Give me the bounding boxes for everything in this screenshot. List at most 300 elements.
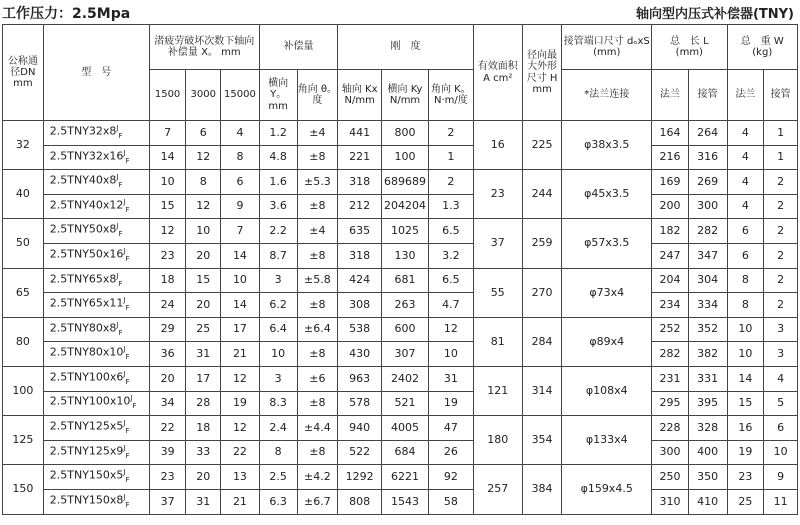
stiff-kt-cell: 1 — [428, 145, 473, 170]
length-pipe-cell: 347 — [688, 243, 727, 268]
model-suffix-f: F — [125, 254, 130, 263]
table-row — [3, 465, 798, 490]
header-length-flange: 法兰 — [652, 70, 689, 121]
weight-pipe-cell: 2 — [764, 243, 798, 268]
stiff-kx-cell: 212 — [338, 194, 382, 219]
model-cell — [43, 170, 149, 195]
model-suffix-f: F — [125, 377, 130, 386]
fatigue-1500-cell: 22 — [149, 416, 186, 441]
weight-flange-cell: 4 — [727, 121, 764, 146]
table-row — [3, 489, 798, 514]
fatigue-3000-cell: 20 — [186, 243, 221, 268]
model-suffix-f: F — [125, 205, 130, 214]
outer-cell: 354 — [522, 416, 562, 465]
header-fatigue-1500: 1500 — [149, 70, 186, 121]
area-cell: 16 — [473, 121, 522, 170]
header-weight-pipe: 接管 — [764, 70, 798, 121]
comp-lateral-cell: 6.2 — [259, 293, 297, 318]
table-row — [3, 268, 798, 293]
table-row — [3, 170, 798, 195]
comp-angular-cell: ±8 — [297, 145, 338, 170]
weight-pipe-cell: 5 — [764, 391, 798, 416]
weight-flange-cell: 16 — [727, 416, 764, 441]
model-cell — [43, 416, 149, 441]
fatigue-15000-cell: 7 — [221, 219, 260, 244]
comp-lateral-cell: 10 — [259, 342, 297, 367]
comp-angular-cell: ±5.8 — [297, 268, 338, 293]
header-outer: 径向最大外形尺寸 H mm — [522, 25, 562, 121]
fatigue-3000-cell: 18 — [186, 416, 221, 441]
table-row — [3, 194, 798, 219]
outer-cell: 270 — [522, 268, 562, 317]
comp-angular-cell: ±8 — [297, 391, 338, 416]
stiff-ky-cell: 521 — [382, 391, 429, 416]
weight-pipe-cell: 6 — [764, 416, 798, 441]
stiff-ky-cell: 263 — [382, 293, 429, 318]
weight-flange-cell: 15 — [727, 391, 764, 416]
stiff-kt-cell: 19 — [428, 391, 473, 416]
model-cell — [43, 219, 149, 244]
weight-flange-cell: 14 — [727, 366, 764, 391]
area-cell: 257 — [473, 465, 522, 514]
fatigue-15000-cell: 8 — [221, 145, 260, 170]
header-weight-flange: 法兰 — [727, 70, 764, 121]
length-pipe-cell: 331 — [688, 366, 727, 391]
length-flange-cell: 182 — [652, 219, 689, 244]
comp-lateral-cell: 8 — [259, 440, 297, 465]
stiff-kt-cell: 1.3 — [428, 194, 473, 219]
model-name: 2.5TNY80x10 — [49, 345, 124, 359]
stiff-kx-cell: 221 — [338, 145, 382, 170]
table-row — [3, 342, 798, 367]
model-name: 2.5TNY50x16 — [49, 247, 124, 261]
weight-pipe-cell: 3 — [764, 317, 798, 342]
dn-cell: 100 — [3, 366, 44, 415]
dn-cell: 32 — [3, 121, 44, 170]
comp-lateral-cell: 2.5 — [259, 465, 297, 490]
fatigue-3000-cell: 20 — [186, 465, 221, 490]
length-flange-cell: 200 — [652, 194, 689, 219]
fatigue-15000-cell: 12 — [221, 366, 260, 391]
weight-flange-cell: 8 — [727, 268, 764, 293]
fatigue-3000-cell: 33 — [186, 440, 221, 465]
outer-cell: 225 — [522, 121, 562, 170]
table-row — [3, 440, 798, 465]
stiff-ky-cell: 204204 — [382, 194, 429, 219]
outer-cell: 384 — [522, 465, 562, 514]
header-compensation: 补偿量 — [259, 25, 337, 70]
weight-pipe-cell: 1 — [764, 145, 798, 170]
model-cell — [43, 342, 149, 367]
weight-pipe-cell: 3 — [764, 342, 798, 367]
pipe-cell: φ73x4 — [562, 268, 652, 317]
fatigue-3000-cell: 25 — [186, 317, 221, 342]
stiff-kt-cell: 6.5 — [428, 268, 473, 293]
model-name: 2.5TNY32x16 — [49, 149, 124, 163]
length-pipe-cell: 350 — [688, 465, 727, 490]
model-name: 2.5TNY150x8 — [49, 493, 124, 507]
comp-lateral-cell: 6.3 — [259, 489, 297, 514]
table-row — [3, 243, 798, 268]
fatigue-3000-cell: 20 — [186, 293, 221, 318]
comp-lateral-cell: 3 — [259, 366, 297, 391]
header-dn: 公称通径DN mm — [3, 25, 44, 121]
stiff-kx-cell: 578 — [338, 391, 382, 416]
model-suffix-j: J — [123, 443, 126, 452]
table-row — [3, 366, 798, 391]
fatigue-1500-cell: 12 — [149, 219, 186, 244]
pipe-cell: φ108x4 — [562, 366, 652, 415]
header-area: 有效面积 A cm² — [473, 25, 522, 121]
area-cell: 81 — [473, 317, 522, 366]
stiff-kx-cell: 308 — [338, 293, 382, 318]
model-name: 2.5TNY125x9 — [49, 444, 124, 458]
area-cell: 37 — [473, 219, 522, 268]
fatigue-15000-cell: 22 — [221, 440, 260, 465]
area-cell: 180 — [473, 416, 522, 465]
fatigue-15000-cell: 21 — [221, 342, 260, 367]
stiff-kx-cell: 522 — [338, 440, 382, 465]
stiff-ky-cell: 100 — [382, 145, 429, 170]
length-pipe-cell: 395 — [688, 391, 727, 416]
header-pipe: 接管端口尺寸 dₒxS (mm) — [562, 25, 652, 70]
fatigue-1500-cell: 23 — [149, 465, 186, 490]
comp-angular-cell: ±4 — [297, 219, 338, 244]
length-flange-cell: 252 — [652, 317, 689, 342]
model-suffix-j: J — [123, 345, 126, 354]
stiff-kx-cell: 940 — [338, 416, 382, 441]
model-suffix-f: F — [125, 156, 130, 165]
stiff-ky-cell: 2402 — [382, 366, 429, 391]
length-flange-cell: 247 — [652, 243, 689, 268]
weight-flange-cell: 10 — [727, 317, 764, 342]
comp-lateral-cell: 1.6 — [259, 170, 297, 195]
table-row — [3, 293, 798, 318]
model-suffix-j: J — [123, 492, 126, 501]
model-suffix-f: F — [125, 451, 130, 460]
length-flange-cell: 228 — [652, 416, 689, 441]
stiff-kt-cell: 3.2 — [428, 243, 473, 268]
stiff-kx-cell: 635 — [338, 219, 382, 244]
working-pressure: 工作压力：2.5Mpa — [2, 6, 131, 22]
length-pipe-cell: 300 — [688, 194, 727, 219]
length-flange-cell: 204 — [652, 268, 689, 293]
model-suffix-j: J — [116, 271, 119, 280]
length-pipe-cell: 382 — [688, 342, 727, 367]
outer-cell: 259 — [522, 219, 562, 268]
table-row — [3, 219, 798, 244]
header-comp-lateral: 横向 Y。 mm — [259, 70, 297, 121]
fatigue-3000-cell: 8 — [186, 170, 221, 195]
fatigue-3000-cell: 10 — [186, 219, 221, 244]
length-flange-cell: 164 — [652, 121, 689, 146]
weight-flange-cell: 23 — [727, 465, 764, 490]
length-pipe-cell: 264 — [688, 121, 727, 146]
model-name: 2.5TNY32x8 — [49, 124, 117, 138]
weight-flange-cell: 6 — [727, 219, 764, 244]
model-cell — [43, 243, 149, 268]
model-suffix-f: F — [118, 328, 123, 337]
comp-lateral-cell: 2.2 — [259, 219, 297, 244]
fatigue-15000-cell: 13 — [221, 465, 260, 490]
stiff-kx-cell: 441 — [338, 121, 382, 146]
header-weight: 总 重 W (kg) — [727, 25, 797, 70]
stiff-kx-cell: 1292 — [338, 465, 382, 490]
fatigue-3000-cell: 31 — [186, 342, 221, 367]
weight-pipe-cell: 11 — [764, 489, 798, 514]
model-suffix-j: J — [130, 394, 133, 403]
model-suffix-f: F — [125, 500, 130, 509]
pipe-cell: φ57x3.5 — [562, 219, 652, 268]
length-flange-cell: 310 — [652, 489, 689, 514]
fatigue-3000-cell: 6 — [186, 121, 221, 146]
pipe-cell: φ133x4 — [562, 416, 652, 465]
spec-table — [2, 24, 798, 515]
header-model: 型 号 — [43, 25, 149, 121]
comp-lateral-cell: 6.4 — [259, 317, 297, 342]
model-suffix-f: F — [118, 230, 123, 239]
model-suffix-f: F — [125, 426, 130, 435]
length-pipe-cell: 316 — [688, 145, 727, 170]
stiff-kx-cell: 318 — [338, 243, 382, 268]
fatigue-1500-cell: 34 — [149, 391, 186, 416]
model-name: 2.5TNY100x6 — [49, 370, 124, 384]
fatigue-15000-cell: 17 — [221, 317, 260, 342]
stiff-ky-cell: 689689 — [382, 170, 429, 195]
header-stiffness: 刚 度 — [338, 25, 474, 70]
length-flange-cell: 216 — [652, 145, 689, 170]
model-cell — [43, 293, 149, 318]
stiff-kx-cell: 424 — [338, 268, 382, 293]
length-pipe-cell: 328 — [688, 416, 727, 441]
stiff-ky-cell: 4005 — [382, 416, 429, 441]
stiff-kt-cell: 92 — [428, 465, 473, 490]
model-suffix-j: J — [123, 468, 126, 477]
model-name: 2.5TNY50x8 — [49, 222, 117, 236]
comp-lateral-cell: 8.7 — [259, 243, 297, 268]
comp-lateral-cell: 1.2 — [259, 121, 297, 146]
model-name: 2.5TNY100x10 — [49, 395, 131, 409]
model-cell — [43, 366, 149, 391]
length-flange-cell: 231 — [652, 366, 689, 391]
pipe-cell: φ45x3.5 — [562, 170, 652, 219]
length-pipe-cell: 304 — [688, 268, 727, 293]
stiff-ky-cell: 1543 — [382, 489, 429, 514]
model-cell — [43, 317, 149, 342]
model-suffix-j: J — [123, 296, 126, 305]
header-pipe-flange: *法兰连接 — [562, 70, 652, 121]
fatigue-1500-cell: 39 — [149, 440, 186, 465]
area-cell: 23 — [473, 170, 522, 219]
area-cell: 55 — [473, 268, 522, 317]
stiff-kt-cell: 2 — [428, 170, 473, 195]
model-suffix-f: F — [118, 279, 123, 288]
fatigue-15000-cell: 19 — [221, 391, 260, 416]
table-row — [3, 317, 798, 342]
stiff-kt-cell: 2 — [428, 121, 473, 146]
header-stiff-kx: 轴向 Kx N/mm — [338, 70, 382, 121]
fatigue-1500-cell: 18 — [149, 268, 186, 293]
fatigue-3000-cell: 31 — [186, 489, 221, 514]
fatigue-15000-cell: 14 — [221, 293, 260, 318]
model-name: 2.5TNY40x12 — [49, 198, 124, 212]
model-name: 2.5TNY65x8 — [49, 272, 117, 286]
comp-angular-cell: ±4.4 — [297, 416, 338, 441]
fatigue-15000-cell: 10 — [221, 268, 260, 293]
stiff-ky-cell: 681 — [382, 268, 429, 293]
header-comp-angular: 角向 θ。 度 — [297, 70, 338, 121]
table-row — [3, 416, 798, 441]
model-suffix-f: F — [125, 303, 130, 312]
weight-pipe-cell: 2 — [764, 293, 798, 318]
fatigue-15000-cell: 4 — [221, 121, 260, 146]
fatigue-1500-cell: 15 — [149, 194, 186, 219]
comp-angular-cell: ±4.2 — [297, 465, 338, 490]
comp-angular-cell: ±8 — [297, 243, 338, 268]
weight-pipe-cell: 2 — [764, 170, 798, 195]
model-name: 2.5TNY125x5 — [49, 419, 124, 433]
fatigue-1500-cell: 37 — [149, 489, 186, 514]
fatigue-3000-cell: 17 — [186, 366, 221, 391]
outer-cell: 244 — [522, 170, 562, 219]
weight-pipe-cell: 10 — [764, 440, 798, 465]
model-cell — [43, 194, 149, 219]
dn-cell: 50 — [3, 219, 44, 268]
length-flange-cell: 234 — [652, 293, 689, 318]
stiff-kt-cell: 47 — [428, 416, 473, 441]
fatigue-1500-cell: 7 — [149, 121, 186, 146]
header-fatigue-15000: 15000 — [221, 70, 260, 121]
model-cell — [43, 489, 149, 514]
weight-pipe-cell: 2 — [764, 194, 798, 219]
comp-lateral-cell: 3 — [259, 268, 297, 293]
model-cell — [43, 268, 149, 293]
stiff-ky-cell: 600 — [382, 317, 429, 342]
stiff-kx-cell: 808 — [338, 489, 382, 514]
table-row — [3, 391, 798, 416]
model-suffix-f: F — [118, 180, 123, 189]
stiff-kt-cell: 6.5 — [428, 219, 473, 244]
model-suffix-j: J — [116, 123, 119, 132]
header-length-pipe: 接管 — [688, 70, 727, 121]
length-flange-cell: 295 — [652, 391, 689, 416]
stiff-ky-cell: 1025 — [382, 219, 429, 244]
model-name: 2.5TNY65x11 — [49, 296, 124, 310]
length-flange-cell: 300 — [652, 440, 689, 465]
model-suffix-f: F — [118, 131, 123, 140]
weight-pipe-cell: 1 — [764, 121, 798, 146]
model-suffix-j: J — [123, 419, 126, 428]
model-suffix-j: J — [123, 369, 126, 378]
pipe-cell: φ89x4 — [562, 317, 652, 366]
length-pipe-cell: 352 — [688, 317, 727, 342]
model-suffix-j: J — [123, 246, 126, 255]
weight-flange-cell: 4 — [727, 170, 764, 195]
stiff-kt-cell: 26 — [428, 440, 473, 465]
model-suffix-f: F — [132, 402, 137, 411]
weight-pipe-cell: 2 — [764, 268, 798, 293]
dn-cell: 40 — [3, 170, 44, 219]
model-suffix-f: F — [125, 476, 130, 485]
model-cell — [43, 145, 149, 170]
stiff-kx-cell: 963 — [338, 366, 382, 391]
fatigue-15000-cell: 6 — [221, 170, 260, 195]
header-length: 总 长 L (mm) — [652, 25, 727, 70]
model-suffix-j: J — [116, 320, 119, 329]
comp-angular-cell: ±6.4 — [297, 317, 338, 342]
model-suffix-j: J — [123, 148, 126, 157]
stiff-kt-cell: 10 — [428, 342, 473, 367]
stiff-ky-cell: 800 — [382, 121, 429, 146]
fatigue-3000-cell: 12 — [186, 145, 221, 170]
title-bar — [0, 0, 800, 24]
comp-angular-cell: ±8 — [297, 194, 338, 219]
stiff-kx-cell: 430 — [338, 342, 382, 367]
stiff-kt-cell: 31 — [428, 366, 473, 391]
header-stiff-kt: 角向 K。 N·m/度 — [428, 70, 473, 121]
weight-flange-cell: 6 — [727, 243, 764, 268]
length-pipe-cell: 334 — [688, 293, 727, 318]
comp-lateral-cell: 8.3 — [259, 391, 297, 416]
weight-pipe-cell: 4 — [764, 366, 798, 391]
weight-flange-cell: 25 — [727, 489, 764, 514]
length-flange-cell: 250 — [652, 465, 689, 490]
header-fatigue-3000: 3000 — [186, 70, 221, 121]
pipe-cell: φ159x4.5 — [562, 465, 652, 514]
stiff-kx-cell: 538 — [338, 317, 382, 342]
fatigue-1500-cell: 36 — [149, 342, 186, 367]
pipe-cell: φ38x3.5 — [562, 121, 652, 170]
fatigue-15000-cell: 12 — [221, 416, 260, 441]
outer-cell: 284 — [522, 317, 562, 366]
fatigue-15000-cell: 21 — [221, 489, 260, 514]
weight-flange-cell: 10 — [727, 342, 764, 367]
dn-cell: 150 — [3, 465, 44, 514]
length-pipe-cell: 269 — [688, 170, 727, 195]
fatigue-1500-cell: 20 — [149, 366, 186, 391]
model-cell — [43, 121, 149, 146]
fatigue-15000-cell: 14 — [221, 243, 260, 268]
comp-lateral-cell: 2.4 — [259, 416, 297, 441]
stiff-ky-cell: 130 — [382, 243, 429, 268]
length-pipe-cell: 410 — [688, 489, 727, 514]
comp-lateral-cell: 3.6 — [259, 194, 297, 219]
length-flange-cell: 169 — [652, 170, 689, 195]
weight-flange-cell: 19 — [727, 440, 764, 465]
weight-flange-cell: 4 — [727, 194, 764, 219]
dn-cell: 65 — [3, 268, 44, 317]
comp-angular-cell: ±6 — [297, 366, 338, 391]
stiff-kt-cell: 12 — [428, 317, 473, 342]
model-suffix-j: J — [116, 222, 119, 231]
model-cell — [43, 391, 149, 416]
stiff-ky-cell: 307 — [382, 342, 429, 367]
model-name: 2.5TNY80x8 — [49, 321, 117, 335]
stiff-kt-cell: 58 — [428, 489, 473, 514]
table-row — [3, 145, 798, 170]
fatigue-1500-cell: 24 — [149, 293, 186, 318]
stiff-ky-cell: 684 — [382, 440, 429, 465]
stiff-ky-cell: 6221 — [382, 465, 429, 490]
length-flange-cell: 282 — [652, 342, 689, 367]
model-suffix-j: J — [116, 173, 119, 182]
comp-angular-cell: ±8 — [297, 440, 338, 465]
stiff-kt-cell: 4.7 — [428, 293, 473, 318]
outer-cell: 314 — [522, 366, 562, 415]
header-stiff-ky: 横向 Ky N/mm — [382, 70, 429, 121]
comp-angular-cell: ±8 — [297, 293, 338, 318]
model-cell — [43, 465, 149, 490]
